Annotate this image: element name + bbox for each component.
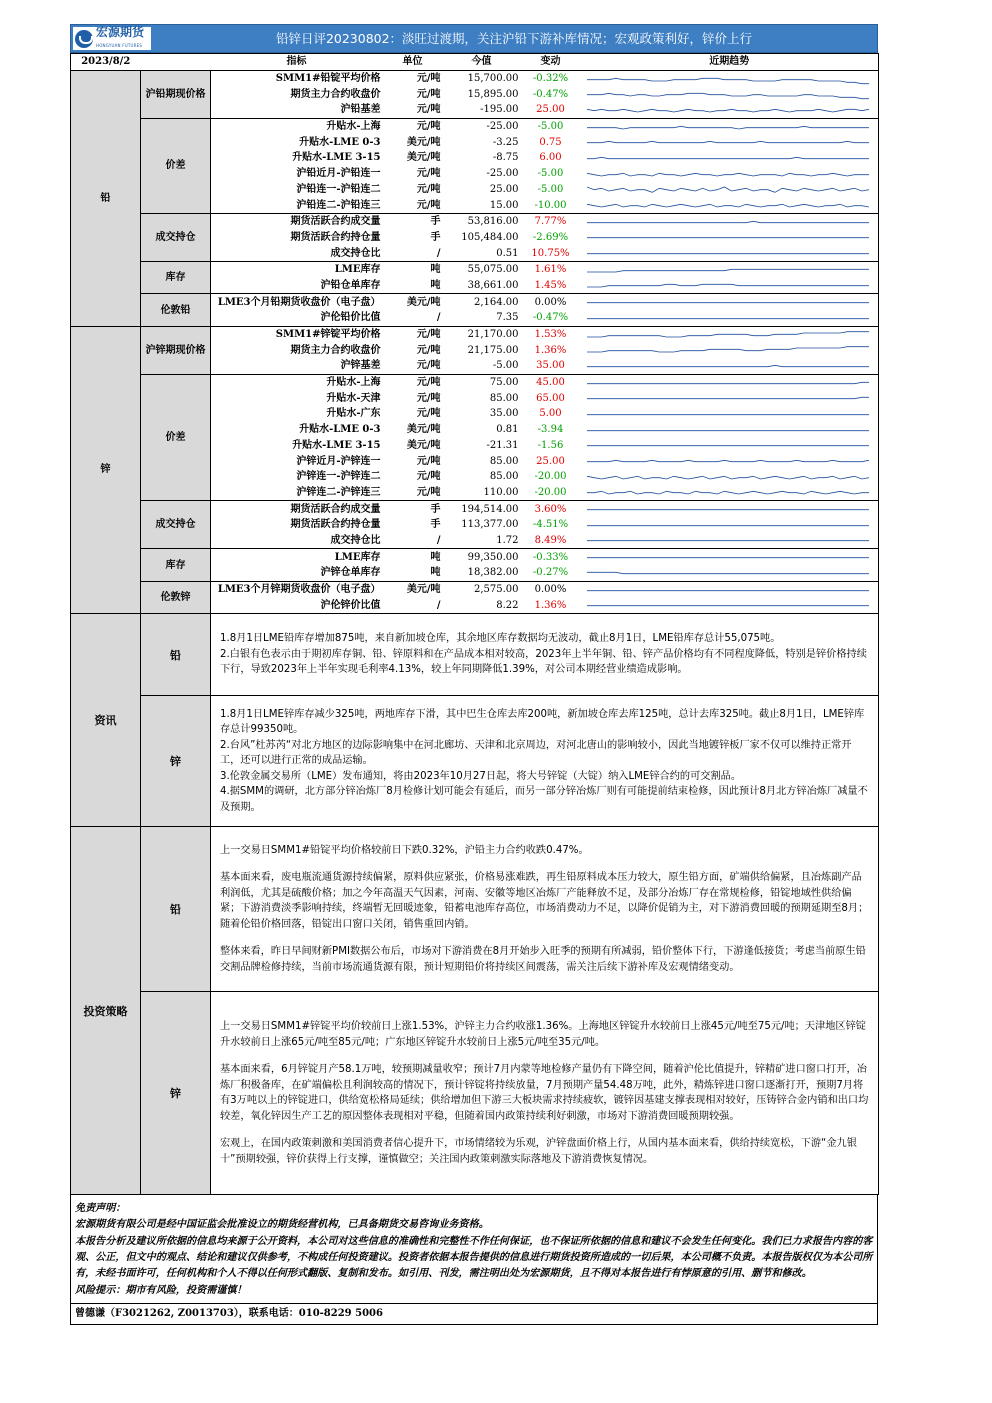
trend-cell <box>581 182 879 198</box>
sparkline-chart <box>581 151 875 165</box>
data-row <box>71 549 879 565</box>
news-zinc-item: 4.据SMM的调研，北方部分锌冶炼厂8月检修计划可能会有延后，而另一部分锌冶炼厂则有可能提前结束检修，因此预计8月北方锌冶炼厂减量不及预期。 <box>220 786 868 813</box>
news-lead-item: 1.8月1日LME铅库存增加875吨，来自新加坡仓库，其余地区库存数据均无波动，截止8月1日，LME铅库存总计55,075吨。 <box>220 633 781 645</box>
trend-cell <box>581 294 879 310</box>
change-cell: 1.45% <box>521 278 581 294</box>
trend-cell <box>581 118 879 134</box>
unit-cell: 元/吨 <box>416 455 441 467</box>
sparkline-chart <box>581 598 875 612</box>
trend-cell <box>581 326 879 342</box>
trend-cell <box>581 390 879 406</box>
group-label: 沪锌期现价格 <box>141 326 211 374</box>
trend-cell <box>581 422 879 438</box>
unit-cell: / <box>383 533 443 549</box>
strategy-lead-label: 铅 <box>141 827 211 992</box>
indicator-name: 沪铅近月-沪铅连一 <box>296 168 381 180</box>
value-cell: 25.00 <box>489 183 519 195</box>
group-label: 库存 <box>141 549 211 581</box>
indicator-name: SMM1#锌锭平均价格 <box>275 329 381 341</box>
trend-cell <box>581 261 879 277</box>
report-header <box>70 24 878 53</box>
indicator-name: LME库存 <box>334 551 381 563</box>
value-cell: 2,575.00 <box>473 584 519 596</box>
indicator-name: 升贴水-上海 <box>326 121 381 133</box>
unit-cell: 吨 <box>430 264 441 276</box>
indicator-name: 期货活跃合约持仓量 <box>290 519 381 531</box>
trend-cell <box>581 469 879 485</box>
unit-cell: 吨 <box>430 551 441 563</box>
group-label: 成交持仓 <box>141 213 211 261</box>
value-cell: 99,350.00 <box>467 551 519 563</box>
unit-cell: 手 <box>430 216 441 228</box>
change-cell: 1.36% <box>521 597 581 613</box>
indicator-name: 沪锌近月-沪锌连一 <box>296 455 381 467</box>
indicator-name: 升贴水-LME 0-3 <box>299 424 381 436</box>
value-cell: 7.35 <box>443 310 521 326</box>
indicator-name: 期货主力合约收盘价 <box>290 344 381 356</box>
strategy-lead-text <box>211 827 879 992</box>
sparkline-chart <box>581 311 875 325</box>
trend-cell <box>581 549 879 565</box>
indicator-name: 沪铅仓单库存 <box>211 278 383 294</box>
change-cell: -3.94 <box>537 424 564 436</box>
change-cell: 1.61% <box>534 264 567 276</box>
sparkline <box>587 460 869 461</box>
change-cell: 8.49% <box>521 533 581 549</box>
sparkline-chart <box>581 72 875 86</box>
strategy-table <box>70 827 879 1195</box>
column-header-row <box>71 54 879 71</box>
indicator-name: 成交持仓比 <box>211 245 383 261</box>
data-row <box>71 581 879 597</box>
indicator-name: 升贴水-广东 <box>326 408 381 420</box>
sparkline-chart <box>581 407 875 421</box>
sparkline <box>587 187 869 192</box>
value-cell: 85.00 <box>489 471 519 483</box>
data-row <box>71 374 879 390</box>
change-cell: -5.00 <box>537 183 564 195</box>
unit-cell: 吨 <box>383 278 443 294</box>
sparkline <box>587 572 869 573</box>
trend-cell <box>581 213 879 229</box>
disclaimer-line: 本报告分析及建议所依据的信息均来源于公开资料，本公司对这些信息的准确性和完整性不作任何保证，也不保证所依据的信息和建议不会发生任何变化。我们已力求报告内容的客观、公正，但文中的观点、结论和建议仅供参考，不构成任何投资建议。投资者依据本报告提供的信息进行期货投资所造成的一切后果，本公司概不负责。本报告版权仅为本公司所有，未经书面许可，任何机构和个人不得以任何形式翻版、复制和发布。如引用、刊发，需注明出处为宏源期货，且不得对本报告进行有悖原意的引用、删节和修改。 <box>75 1235 873 1280</box>
group-label: 库存 <box>141 261 211 293</box>
value-cell: 75.00 <box>489 377 519 389</box>
change-cell: 25.00 <box>521 102 581 118</box>
unit-cell: 美元/吨 <box>406 424 441 436</box>
news-zinc-item: 1.8月1日LME锌库存减少325吨，两地库存下滑，其中巴生仓库去库200吨，新加坡仓库去库125吨，总计去库325吨。截止8月1日，LME锌库存总计99350吨。 <box>220 708 865 736</box>
news-table <box>70 614 879 827</box>
sparkline-chart <box>581 278 875 292</box>
change-cell: 7.77% <box>534 216 567 228</box>
report-date: 2023/8/2 <box>71 54 141 71</box>
analyst-contact: 曾德谦（F3021262, Z0013703），联系电话：010-8229 5006 <box>70 1304 878 1325</box>
sparkline <box>587 347 869 352</box>
trend-cell <box>581 197 879 213</box>
value-cell: 8.22 <box>443 597 521 613</box>
sparkline-chart <box>581 328 875 342</box>
sparkline <box>587 173 869 176</box>
trend-cell <box>581 102 879 118</box>
group-label: 伦敦锌 <box>141 581 211 613</box>
disclaimer-heading: 免责声明： <box>75 1203 126 1215</box>
strategy-lead-para: 整体来看，昨日早间财新PMI数据公布后，市场对下游消费在8月开始步入旺季的预期有所减弱，铅价整体下行，下游逢低接货；考虑当前原生铅交割品牌检修持续，当前市场流通货源有限，预计短期铅价将持续区间震荡，需关注后续下游补库及宏观情绪变动。 <box>220 946 866 973</box>
indicator-name: 期货活跃合约成交量 <box>290 216 381 228</box>
indicator-name: 沪锌连二-沪锌连三 <box>211 485 383 501</box>
change-cell: -2.69% <box>532 231 569 243</box>
change-cell: 6.00 <box>539 152 562 164</box>
col-trend: 近期趋势 <box>581 54 879 71</box>
value-cell: 110.00 <box>443 485 521 501</box>
change-cell: 1.36% <box>534 344 567 356</box>
sparkline <box>587 204 869 207</box>
sparkline-chart <box>581 167 875 181</box>
trend-cell <box>581 245 879 261</box>
trend-cell <box>581 517 879 533</box>
change-cell: -20.00 <box>534 471 567 483</box>
change-cell: 25.00 <box>536 455 565 467</box>
data-row <box>71 213 879 229</box>
change-cell: 65.00 <box>536 392 565 404</box>
unit-cell: / <box>383 597 443 613</box>
value-cell: -3.25 <box>492 136 519 148</box>
change-cell: 0.75 <box>539 136 562 148</box>
trend-cell <box>581 374 879 390</box>
change-cell: -5.00 <box>537 121 564 133</box>
value-cell: 0.81 <box>496 424 519 436</box>
indicator-name: 升贴水-天津 <box>326 392 381 404</box>
strategy-zinc-para: 上一交易日SMM1#锌锭平均价较前日上涨1.53%，沪锌主力合约收涨1.36%。上海地区锌锭升水较前日上涨45元/吨至75元/吨；天津地区锌锭升水较前日上涨65元/吨至85元/吨；广东地区锌锭升水较前日上涨5元/吨至35元/吨。 <box>220 1021 866 1048</box>
col-indicator: 指标 <box>211 54 383 71</box>
news-zinc-label: 锌 <box>141 696 211 827</box>
value-cell: 55,075.00 <box>467 264 519 276</box>
sparkline-chart <box>581 87 875 101</box>
value-cell: 21,175.00 <box>467 344 519 356</box>
trend-cell <box>581 86 879 102</box>
value-cell: 18,382.00 <box>443 565 521 581</box>
trend-cell <box>581 358 879 374</box>
lead-category: 铅 <box>71 70 141 326</box>
strategy-lead-para: 基本面来看，废电瓶流通货源持续偏紧，原料供应紧张，价格易涨难跌，再生铅原料成本压力较大，原生铅方面，矿端供给偏紧，且冶炼副产品利润低，尤其是硫酸价格；加之今年高温天气因素，河南、安徽等地区冶炼厂产能释放不足，及部分冶炼厂存在常规检修，铅锭地域性供给偏紧；下游消费淡季影响持续，终端暂无回暖迹象，铅蓄电池库存高位，市场消费动力不足，以降价促销为主，对下游消费回暖的预期延期至8月；随着伦铅价格回落，铅锭出口窗口关闭，销售重回内销。 <box>220 872 869 930</box>
sparkline-chart <box>581 263 875 277</box>
value-cell: 2,164.00 <box>473 296 519 308</box>
trend-cell <box>581 438 879 454</box>
value-cell: 85.00 <box>489 392 519 404</box>
unit-cell: 元/吨 <box>416 392 441 404</box>
sparkline-chart <box>581 182 875 196</box>
value-cell: 113,377.00 <box>461 519 519 531</box>
data-row <box>71 261 879 277</box>
change-cell: 45.00 <box>536 377 565 389</box>
indicator-name: 沪锌连一-沪锌连二 <box>296 471 381 483</box>
report-sheet <box>70 24 878 1325</box>
indicator-name: 升贴水-LME 0-3 <box>299 136 381 148</box>
unit-cell: 元/吨 <box>416 377 441 389</box>
indicator-name: 沪伦锌价比值 <box>211 597 383 613</box>
trend-cell <box>581 501 879 517</box>
indicator-name: LME库存 <box>334 264 381 276</box>
trend-cell <box>581 581 879 597</box>
indicator-name: 期货活跃合约成交量 <box>290 503 381 515</box>
value-cell: 35.00 <box>489 408 519 420</box>
unit-cell: 美元/吨 <box>406 439 441 451</box>
change-cell: 1.53% <box>534 329 567 341</box>
sparkline <box>587 269 869 272</box>
group-label: 价差 <box>141 118 211 213</box>
value-cell: 21,170.00 <box>467 329 519 341</box>
unit-cell: 元/吨 <box>416 329 441 341</box>
value-cell: 15,895.00 <box>467 88 519 100</box>
sparkline-chart <box>581 583 875 597</box>
trend-cell <box>581 166 879 182</box>
zinc-category: 锌 <box>71 326 141 613</box>
sparkline-chart <box>581 485 875 499</box>
news-zinc-text <box>211 696 879 827</box>
value-cell: 1.72 <box>443 533 521 549</box>
value-cell: -5.00 <box>443 358 521 374</box>
trend-cell <box>581 150 879 166</box>
news-lead-text <box>211 614 879 696</box>
change-cell: 35.00 <box>521 358 581 374</box>
sparkline-chart <box>581 343 875 357</box>
trend-cell <box>581 70 879 86</box>
indicator-name: 升贴水-LME 3-15 <box>292 152 381 164</box>
sparkline-chart <box>581 423 875 437</box>
sparkline-chart <box>581 518 875 532</box>
trend-cell <box>581 134 879 150</box>
sparkline <box>587 142 869 143</box>
unit-cell: 元/吨 <box>416 408 441 420</box>
group-label: 沪铅期现价格 <box>141 70 211 118</box>
sparkline <box>587 476 869 479</box>
unit-cell: 元/吨 <box>416 73 441 85</box>
news-category: 资讯 <box>71 614 141 827</box>
sparkline-chart <box>581 295 875 309</box>
indicator-name: 沪锌仓单库存 <box>211 565 383 581</box>
indicator-name: LME3个月铅期货收盘价（电子盘） <box>217 296 381 308</box>
unit-cell: 美元/吨 <box>406 584 441 596</box>
unit-cell: 美元/吨 <box>406 296 441 308</box>
change-cell: -0.27% <box>521 565 581 581</box>
sparkline-chart <box>581 103 875 117</box>
change-cell: 10.75% <box>521 245 581 261</box>
change-cell: -0.32% <box>532 73 569 85</box>
price-table <box>70 53 879 614</box>
sparkline-chart <box>581 230 875 244</box>
change-cell: -1.56 <box>537 439 564 451</box>
trend-cell <box>581 278 879 294</box>
change-cell: 3.60% <box>534 503 567 515</box>
disclaimer <box>70 1195 878 1304</box>
unit-cell: 元/吨 <box>416 121 441 133</box>
sparkline <box>587 365 869 366</box>
data-row <box>71 70 879 86</box>
strategy-category: 投资策略 <box>71 827 141 1195</box>
sparkline-chart <box>581 376 875 390</box>
indicator-name: 期货活跃合约持仓量 <box>290 231 381 243</box>
unit-cell: 元/吨 <box>416 168 441 180</box>
unit-cell: 元/吨 <box>383 197 443 213</box>
trend-cell <box>581 485 879 501</box>
unit-cell: / <box>383 245 443 261</box>
change-cell: 5.00 <box>539 408 562 420</box>
value-cell: 38,661.00 <box>443 278 521 294</box>
indicator-name: LME3个月锌期货收盘价（电子盘） <box>217 584 381 596</box>
sparkline-chart <box>581 120 875 134</box>
logo-main-text: 宏源期货 <box>96 24 145 39</box>
unit-cell: / <box>383 310 443 326</box>
strategy-lead-para: 上一交易日SMM1#铅锭平均价格较前日下跌0.32%，沪铅主力合约收跌0.47%。 <box>220 844 589 856</box>
sparkline <box>587 126 869 129</box>
sparkline <box>587 94 869 99</box>
unit-cell: 美元/吨 <box>406 136 441 148</box>
change-cell: -4.51% <box>532 519 569 531</box>
trend-cell <box>581 230 879 246</box>
indicator-name: 沪铅连二-沪铅连三 <box>211 197 383 213</box>
value-cell: 105,484.00 <box>461 231 519 243</box>
indicator-name: 期货主力合约收盘价 <box>290 88 381 100</box>
value-cell: 15,700.00 <box>467 73 519 85</box>
sparkline-chart <box>581 359 875 373</box>
trend-cell <box>581 453 879 469</box>
sparkline-chart <box>581 454 875 468</box>
indicator-name: 成交持仓比 <box>211 533 383 549</box>
unit-cell: 手 <box>430 519 441 531</box>
data-row <box>71 294 879 310</box>
unit-cell: 美元/吨 <box>406 152 441 164</box>
indicator-name: 沪铅连一-沪铅连二 <box>296 183 381 195</box>
change-cell: 0.00% <box>534 296 567 308</box>
news-lead-item: 2.白银有色表示由于期初库存铜、铅、锌原料和在产品成本相对较高，2023年上半年铜、铅、锌产品价格均有不同程度降低，特别是锌价格持续下行，导致2023年上半年实现毛利率4.13%，较上年同期降低1.39%，对公司本期经营业绩造成影响。 <box>220 648 867 676</box>
sparkline <box>587 221 869 222</box>
indicator-name: 升贴水-LME 3-15 <box>292 439 381 451</box>
value-cell: -25.00 <box>486 121 519 133</box>
col-value: 今值 <box>443 54 521 71</box>
sparkline <box>587 492 869 495</box>
col-change: 变动 <box>521 54 581 71</box>
indicator-name: SMM1#铅锭平均价格 <box>275 73 381 85</box>
data-row <box>71 326 879 342</box>
trend-cell <box>581 406 879 422</box>
sparkline-chart <box>581 215 875 229</box>
company-logo <box>73 24 151 50</box>
change-cell: -5.00 <box>537 168 564 180</box>
data-row <box>71 501 879 517</box>
group-label: 价差 <box>141 374 211 501</box>
sparkline-chart <box>581 566 875 580</box>
value-cell: 85.00 <box>489 455 519 467</box>
sparkline <box>587 78 869 83</box>
change-cell: -0.47% <box>521 310 581 326</box>
sparkline-chart <box>581 246 875 260</box>
change-cell: 0.00% <box>534 584 567 596</box>
unit-cell: 手 <box>430 503 441 515</box>
sparkline-chart <box>581 550 875 564</box>
unit-cell: 元/吨 <box>383 102 443 118</box>
sparkline-chart <box>581 438 875 452</box>
sparkline-chart <box>581 533 875 547</box>
value-cell: -21.31 <box>486 439 519 451</box>
value-cell: 194,514.00 <box>461 503 519 515</box>
unit-cell: 元/吨 <box>383 485 443 501</box>
value-cell: -25.00 <box>486 168 519 180</box>
indicator-name: 沪锌基差 <box>211 358 383 374</box>
unit-cell: 元/吨 <box>383 358 443 374</box>
strategy-zinc-para: 宏观上，在国内政策刺激和美国消费者信心提升下，市场情绪较为乐观，沪锌盘面价格上行，从国内基本面来看，供给持续宽松，下游“金九银十”预期较强，锌价获得上行支撑，谨慎做空；关注国内政策刺激实际落地及下游消费恢复情况。 <box>220 1138 857 1165</box>
value-cell: 15.00 <box>443 197 521 213</box>
trend-cell <box>581 565 879 581</box>
sparkline <box>587 157 869 158</box>
logo-sub-text: HONGYUAN FUTURES <box>96 42 143 48</box>
sparkline-chart <box>581 470 875 484</box>
unit-cell: 吨 <box>383 565 443 581</box>
sparkline-chart <box>581 502 875 516</box>
news-zinc-item: 3.伦敦金属交易所（LME）发布通知，将由2023年10月27日起，将大号锌锭（大锭）纳入LME锌合约的可交割品。 <box>220 770 742 782</box>
indicator-name: 升贴水-上海 <box>326 377 381 389</box>
trend-cell <box>581 342 879 358</box>
news-zinc-item: 2.台风”杜苏芮“对北方地区的边际影响集中在河北廊坊、天津和北京周边，对河北唐山的影响较小，因此当地镀锌板厂家不仅可以维持正常开工，还可以进行正常的成品运输。 <box>220 739 852 767</box>
strategy-zinc-text <box>211 992 879 1195</box>
indicator-name: 沪铅基差 <box>211 102 383 118</box>
value-cell: 53,816.00 <box>467 216 519 228</box>
strategy-zinc-label: 锌 <box>141 992 211 1195</box>
sparkline-chart <box>581 135 875 149</box>
value-cell: -8.75 <box>492 152 519 164</box>
change-cell: -0.47% <box>532 88 569 100</box>
group-label: 成交持仓 <box>141 501 211 549</box>
change-cell: -10.00 <box>521 197 581 213</box>
disclaimer-line: 风险提示：期市有风险，投资需谨慎！ <box>75 1284 247 1296</box>
sparkline <box>587 331 869 336</box>
sparkline <box>587 382 869 383</box>
report-title: 铅锌日评20230802：淡旺过渡期，关注沪铅下游补库情况；宏观政策利好，锌价上行 <box>275 31 753 46</box>
indicator-name: 沪伦铅价比值 <box>211 310 383 326</box>
change-cell: -20.00 <box>521 485 581 501</box>
unit-cell: 元/吨 <box>416 88 441 100</box>
strategy-zinc-para: 基本面来看，6月锌锭月产58.1万吨，较预期减量收窄；预计7月内蒙等地检修产量仍有下降空间，随着沪伦比值提升，锌精矿进口窗口打开，冶炼厂积极备库，在矿端偏松且利润较高的情况下，预计锌锭将持续放量，7月预期产量54.48万吨，此外，精炼锌进口窗口逐渐打开，预期7月将有3万吨以上的锌锭进口，供给宽松格局延续；供给增加但下游三大板块需求持续疲软，镀锌因基建支撑表现相对较好，压铸锌合金内销和出口均较差，氧化锌因生产工艺的原因整体表现相对平稳，但随着国内政策持续利好刺激，市场对下游消费回暖预期较强。 <box>220 1064 869 1122</box>
logo-icon <box>75 30 93 48</box>
value-cell: -195.00 <box>443 102 521 118</box>
sparkline <box>587 109 869 112</box>
change-cell: -0.33% <box>532 551 569 563</box>
group-label: 伦敦铅 <box>141 294 211 326</box>
sparkline <box>587 398 869 399</box>
trend-cell <box>581 310 879 326</box>
value-cell: 0.51 <box>443 245 521 261</box>
data-row <box>71 118 879 134</box>
col-unit: 单位 <box>383 54 443 71</box>
unit-cell: 元/吨 <box>416 471 441 483</box>
sparkline <box>587 285 869 288</box>
unit-cell: 手 <box>430 231 441 243</box>
unit-cell: 元/吨 <box>416 344 441 356</box>
trend-cell <box>581 597 879 613</box>
news-lead-label: 铅 <box>141 614 211 696</box>
trend-cell <box>581 533 879 549</box>
sparkline-chart <box>581 198 875 212</box>
unit-cell: 元/吨 <box>416 183 441 195</box>
sparkline-chart <box>581 391 875 405</box>
disclaimer-line: 宏源期货有限公司是经中国证监会批准设立的期货经营机构，已具备期货交易咨询业务资格。 <box>75 1219 489 1231</box>
